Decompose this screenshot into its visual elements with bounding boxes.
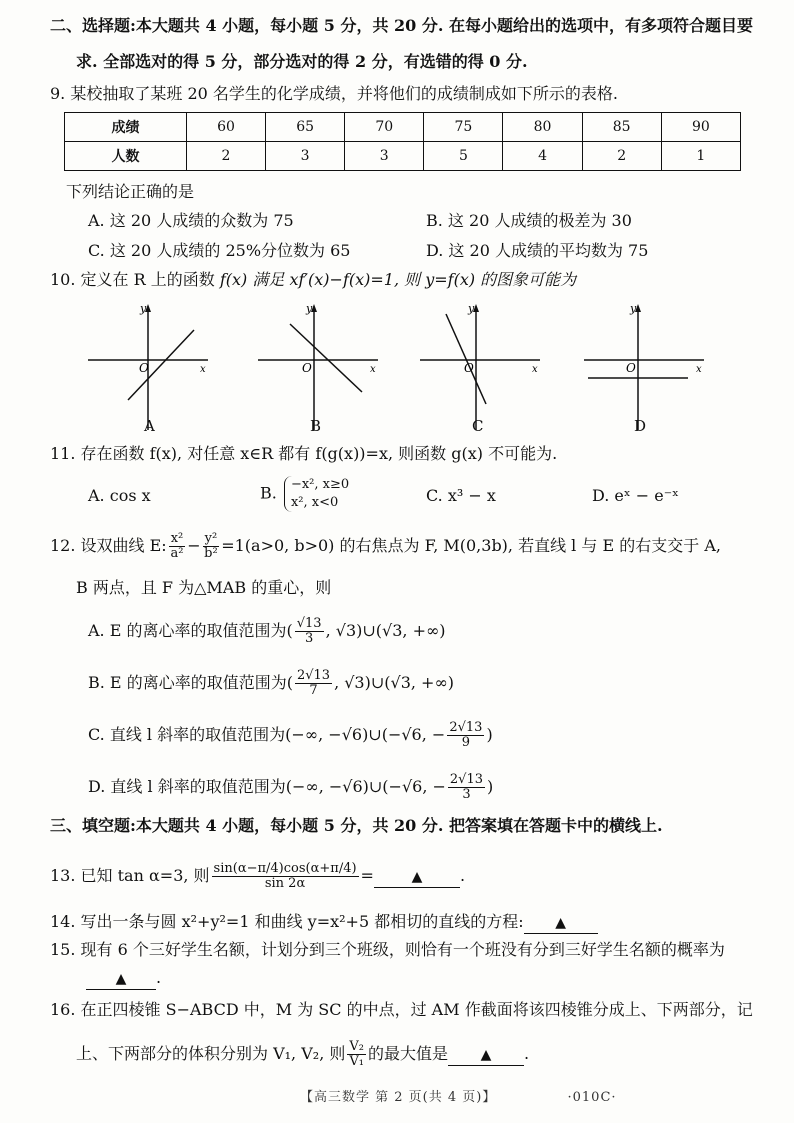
graph-d-label: D	[634, 417, 647, 435]
table-cell: 90	[661, 113, 740, 142]
graph-b-axis-x: x	[370, 364, 376, 375]
q9-option-a: A. 这 20 人成绩的众数为 75	[88, 211, 294, 230]
table-row-label: 成绩	[65, 113, 187, 142]
frac-denominator: V₁	[349, 1054, 364, 1069]
table-cell: 80	[503, 113, 582, 142]
q10-stem	[50, 270, 576, 290]
section-2-heading-line2: 求. 全部选对的得 5 分，部分选对的得 2 分，有选错的得 0 分.	[76, 52, 528, 71]
option-text: A. E 的离心率的取值范围为(	[88, 621, 293, 640]
q12-stem-post: =1(a>0, b>0) 的右焦点为 F, M(0,3b), 若直线 l 与 E 的右支交于 A,	[221, 536, 721, 555]
q15-period: .	[156, 968, 162, 987]
q12-option-c	[88, 721, 493, 750]
q13-fraction	[212, 862, 359, 891]
table-cell: 75	[424, 113, 503, 142]
piecewise-case-1: −x², x≥0	[290, 477, 350, 492]
answer-blank[interactable]	[524, 912, 598, 934]
q13	[50, 862, 465, 891]
triangle-icon: ▲	[115, 971, 127, 987]
table-row-label: 人数	[65, 142, 187, 171]
option-text: B. E 的离心率的取值范围为(	[88, 673, 293, 692]
q14	[50, 912, 598, 934]
q11-option-d: D. eˣ − e⁻ˣ	[592, 486, 679, 505]
q12-minus: −	[187, 536, 201, 555]
q12-stem-line2: B 两点，且 F 为△MAB 的重心，则	[76, 578, 332, 597]
q13-text: 13. 已知 tan α=3, 则	[50, 866, 210, 885]
q16-text: 的最大值是	[367, 1044, 448, 1063]
graph-d-axis-y: y	[630, 302, 637, 315]
q11-stem: 11. 存在函数 f(x), 对任意 x∈R 都有 f(g(x))=x, 则函数 g(x) 不可能为.	[50, 444, 558, 463]
answer-blank[interactable]	[448, 1044, 524, 1066]
q11-option-b-label: B.	[260, 483, 277, 503]
q12-stem-line1	[50, 532, 721, 561]
option-fraction	[447, 721, 484, 750]
frac-denominator: 3	[462, 787, 471, 802]
triangle-icon: ▲	[555, 915, 567, 931]
graph-c-line	[446, 314, 486, 404]
frac-denominator: 7	[309, 683, 318, 698]
graph-c-label: C	[472, 417, 484, 435]
q15-line1: 15. 现有 6 个三好学生名额，计划分到三个班级，则恰有一个班没有分到三好学生名额的概率为	[50, 940, 725, 959]
table-cell: 1	[661, 142, 740, 171]
frac-numerator: sin(α−π/4)cos(α+π/4)	[213, 861, 357, 876]
piecewise-case-2: x², x<0	[290, 495, 339, 510]
graph-b-axis-y: y	[306, 302, 313, 315]
q11-option-c: C. x³ − x	[426, 486, 496, 505]
q10-stem-eq: f(x) 满足 xf′(x)−f(x)=1, 则 y=f(x) 的图象可能为	[219, 270, 577, 289]
table-cell: 65	[266, 113, 345, 142]
graph-d-axis-x: x	[696, 364, 702, 375]
q9-stem: 9. 某校抽取了某班 20 名学生的化学成绩，并将他们的成绩制成如下所示的表格.	[50, 84, 618, 103]
q12-option-b	[88, 669, 454, 698]
option-text: C. 直线 l 斜率的取值范围为(−∞, −√6)∪(−√6, −	[88, 725, 446, 744]
option-fraction	[295, 617, 324, 646]
q9-option-b: B. 这 20 人成绩的极差为 30	[426, 211, 632, 230]
score-table	[64, 112, 741, 171]
q12-frac-y	[203, 532, 220, 561]
table-cell: 60	[186, 113, 265, 142]
table-cell: 70	[345, 113, 424, 142]
frac-numerator: √13	[296, 616, 322, 631]
frac-numerator: 2√13	[449, 772, 484, 787]
q16-fraction	[347, 1040, 366, 1069]
frac-denominator: b²	[204, 546, 218, 561]
q11-option-b	[260, 476, 349, 512]
q16-text: 上、下两部分的体积分别为 V₁, V₂, 则	[76, 1044, 346, 1063]
q13-period: .	[459, 866, 466, 885]
triangle-icon: ▲	[480, 1047, 492, 1063]
graph-a-origin: O	[139, 361, 149, 375]
q13-equals: =	[360, 866, 374, 885]
graph-b-line	[290, 324, 362, 392]
page-footer	[300, 1086, 617, 1105]
q12-frac-x	[169, 532, 186, 561]
q14-text: 14. 写出一条与圆 x²+y²=1 和曲线 y=x²+5 都相切的直线的方程:	[50, 912, 524, 931]
table-row	[65, 113, 741, 142]
q9-option-c: C. 这 20 人成绩的 25%分位数为 65	[88, 241, 351, 260]
q12-stem-pre: 12. 设双曲线 E:	[50, 536, 167, 555]
graph-b-label: B	[310, 417, 322, 435]
frac-denominator: a²	[170, 546, 184, 561]
option-fraction	[448, 773, 485, 802]
answer-blank[interactable]	[374, 866, 460, 888]
table-cell: 3	[266, 142, 345, 171]
frac-denominator: sin 2α	[264, 876, 306, 891]
option-text: D. 直线 l 斜率的取值范围为(−∞, −√6)∪(−√6, −	[88, 777, 446, 796]
q16-period: .	[524, 1044, 530, 1063]
q12-option-a	[88, 617, 446, 646]
q15-line2	[86, 968, 161, 990]
frac-numerator: y²	[204, 531, 218, 546]
graph-b-origin: O	[302, 361, 312, 375]
q10-stem-pre: 10. 定义在 R 上的函数	[50, 270, 220, 289]
graph-d	[584, 300, 714, 440]
graph-a-line	[128, 330, 194, 400]
table-cell: 4	[503, 142, 582, 171]
table-row	[65, 142, 741, 171]
graph-c	[420, 300, 550, 440]
option-fraction	[295, 669, 332, 698]
graph-a-axis-x: x	[200, 364, 206, 375]
table-cell: 5	[424, 142, 503, 171]
section-2-heading-line1: 二、选择题:本大题共 4 小题，每小题 5 分，共 20 分. 在每小题给出的选项中，有多项符合题目要	[50, 16, 754, 35]
frac-denominator: 9	[461, 735, 471, 750]
frac-numerator: x²	[170, 531, 184, 546]
graph-b	[258, 300, 388, 440]
graph-c-axis-y: y	[468, 302, 475, 315]
section-3-heading: 三、填空题:本大题共 4 小题，每小题 5 分，共 20 分. 把答案填在答题卡中的横线上.	[50, 816, 663, 835]
answer-blank[interactable]	[86, 968, 156, 990]
q11-option-a: A. cos x	[88, 486, 151, 505]
q9-prompt: 下列结论正确的是	[66, 182, 195, 201]
option-text: )	[487, 777, 494, 796]
q16-line1: 16. 在正四棱锥 S−ABCD 中，M 为 SC 的中点，过 AM 作截面将该四棱锥分成上、下两部分，记	[50, 1000, 753, 1019]
graph-a-axis-y: y	[140, 302, 147, 315]
table-cell: 2	[582, 142, 661, 171]
q12-option-d	[88, 773, 493, 802]
table-cell: 2	[186, 142, 265, 171]
q16-line2	[76, 1040, 529, 1069]
frac-numerator: 2√13	[449, 720, 483, 735]
graph-c-axis-x: x	[532, 364, 538, 375]
graph-c-origin: O	[464, 361, 474, 375]
footer-code: ·010C·	[567, 1090, 617, 1105]
q9-option-d: D. 这 20 人成绩的平均数为 75	[426, 241, 649, 260]
piecewise-brace	[284, 476, 349, 512]
graph-d-origin: O	[626, 361, 636, 375]
option-text: , √3)∪(√3, +∞)	[325, 621, 446, 640]
graph-a-label: A	[144, 417, 155, 435]
footer-text: 【高三数学 第 2 页(共 4 页)】	[300, 1090, 497, 1105]
option-text: , √3)∪(√3, +∞)	[334, 673, 455, 692]
table-cell: 85	[582, 113, 661, 142]
frac-numerator: 2√13	[296, 668, 331, 683]
triangle-icon: ▲	[411, 869, 423, 885]
table-cell: 3	[345, 142, 424, 171]
frac-numerator: V₂	[349, 1039, 364, 1054]
frac-denominator: 3	[305, 631, 314, 646]
option-text: )	[486, 725, 493, 744]
